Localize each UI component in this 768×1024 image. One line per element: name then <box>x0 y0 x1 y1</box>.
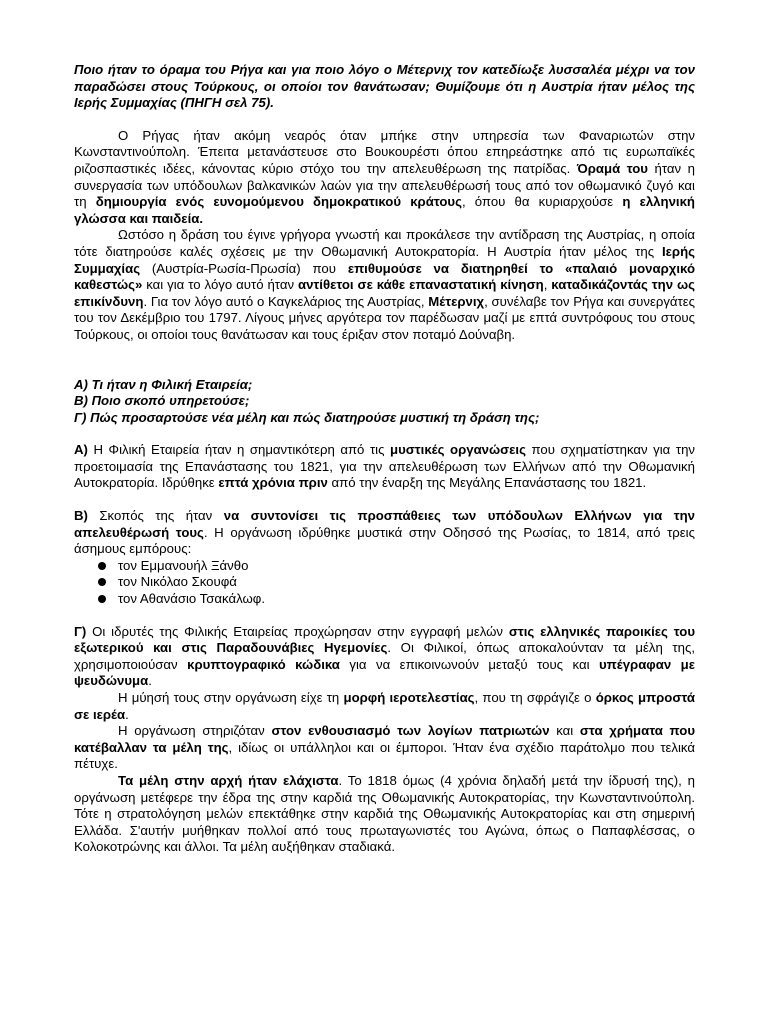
bold-text: Β) <box>74 508 88 524</box>
text-run: ήταν η συνεργασία των υπόδουλων βαλκανικών λαών για την απελευθέρωσή τους από τον οθωμανικό ζυγό και τη <box>74 160 695 210</box>
text-run: . Για τον λόγο αυτό ο Καγκελάριος της Αυστρίας, <box>143 293 429 309</box>
answer-c-paragraph-4 <box>74 773 695 856</box>
bold-text: όρκος μπροστά σε ιερέα <box>74 690 696 722</box>
bold-text: καταδικάζοντάς την ως επικίνδυνη <box>74 277 695 309</box>
bold-text: στα χρήματα που κατέβαλλαν τα μέλη της <box>74 723 695 755</box>
text-run: Οι ιδρυτές της Φιλικής Εταιρείας προχώρησαν στην εγγραφή μελών <box>86 623 509 639</box>
bold-text: επτά χρόνια πριν <box>218 475 328 491</box>
list-item: τον Νικόλαο Σκουφά <box>118 574 695 591</box>
text-run: . <box>148 673 152 689</box>
answer-c-paragraph-3 <box>74 723 695 773</box>
answer-b-paragraph <box>74 508 695 558</box>
riga-paragraph-2 <box>74 227 695 343</box>
answer-a-paragraph <box>74 442 695 492</box>
text-run: που σχηματίστηκαν για την προετοιμασία της Επανάστασης του 1821, για την απελευθέρωση των Ελλήνων από την Οθωμανική Αυτοκρατορία. Ιδρύθηκε <box>74 442 695 491</box>
bold-text: υπέγραφαν με ψευδώνυμα <box>74 656 695 689</box>
text-run: Η Φιλική Εταιρεία ήταν η σημαντικότερη από τις <box>87 442 390 458</box>
bold-text: επιθυμούσε να διατηρηθεί το «παλαιό μοναρχικό καθεστώς» <box>74 260 695 293</box>
question-c: Γ) Πώς προσαρτούσε νέα μέλη και πώς διατηρούσε μυστική τη δράση της; <box>74 409 540 425</box>
bold-text: δημιουργία ενός ευνομούμενου δημοκρατικού κράτους <box>95 194 462 210</box>
text-run: . Οι Φιλικοί, όπως αποκαλούνταν τα μέλη της, χρησιμοποιούσαν <box>74 640 695 672</box>
bold-text: μορφή ιεροτελεστίας <box>343 690 475 705</box>
text-run: και για το λόγο αυτό ήταν <box>142 277 298 293</box>
list-item: τον Αθανάσιο Τσακάλωφ. <box>118 591 695 608</box>
bold-text: η ελληνική γλώσσα και παιδεία. <box>74 194 695 226</box>
founders-list <box>74 558 695 608</box>
text-run: , που τη σφράγιζε ο <box>474 690 596 705</box>
question-b: Β) Ποιο σκοπό υπηρετούσε; <box>74 393 250 409</box>
text-run: Η οργάνωση στηριζόταν <box>118 723 272 739</box>
text-run: Ωστόσο η δράση του έγινε γρήγορα γνωστή και προκάλεσε την αντίδραση της Αυστρίας, η οποία τότε διατηρούσε καλές σχέσεις με την Οθωμανική Αυτοκρατορία. Η Αυστρία ήταν μέλος της <box>74 227 695 259</box>
text-run: και <box>549 723 580 739</box>
text-run: , <box>543 277 552 293</box>
text-run: για να επικοινωνούν μεταξύ τους και <box>339 656 599 672</box>
bold-text: να συντονίσει τις προσπάθειες των υπόδουλων Ελλήνων για την απελευθέρωσή τους <box>74 508 695 540</box>
answer-c-paragraph-1 <box>74 624 695 690</box>
text-run: , όπου θα κυριαρχούσε <box>461 194 623 210</box>
text-run: από την έναρξη της Μεγάλης Επανάστασης του 1821. <box>327 475 647 491</box>
bold-text: Τα μέλη στην αρχή ήταν ελάχιστα <box>118 772 339 788</box>
text-run: Σκοπός της ήταν <box>87 508 224 524</box>
bold-text: στις ελληνικές παροικίες του εξωτερικού και στις Παραδουνάβιες Ηγεμονίες <box>74 623 695 656</box>
text-run: Η μύησή τους στην οργάνωση είχε τη <box>118 690 344 705</box>
text-run: . Η οργάνωση ιδρύθηκε μυστικά στην Οδησσό της Ρωσίας, το 1814, από τρεις άσημους εμπόρους: <box>74 524 695 557</box>
answer-c-paragraph-2 <box>74 690 695 723</box>
list-item: τον Εμμανουήλ Ξάνθο <box>118 558 695 575</box>
document-page <box>74 62 695 856</box>
bold-text: Γ) <box>74 623 87 639</box>
bold-text: Α) <box>74 442 88 458</box>
question-a: Α) Τι ήταν η Φιλική Εταιρεία; <box>74 376 253 392</box>
text-run: , ιδίως οι υπάλληλοι και οι έμποροι. Ήταν ένα σχέδιο παράτολμο που τελικά πέτυχε. <box>74 739 695 772</box>
riga-paragraph-1 <box>74 128 695 228</box>
intro-question: Ποιο ήταν το όραμα του Ρήγα και για ποιο λόγο ο Μέτερνιχ τον κατεδίωξε λυσσαλέα μέχρι να τον παραδώσει στους Τούρκους, οι οποίοι τον θανάτωσαν; Θυμίζουμε ότι η Αυστρία ήταν μέλος της Ιερής Συμμαχίας (ΠΗΓΗ σελ 75). <box>74 62 695 111</box>
text-run: . Το 1818 όμως (4 χρόνια δηλαδή μετά την ίδρυσή της), η οργάνωση μετέφερε την έδρα της στην καρδιά της Οθωμανικής Αυτοκρατορίας, την Κωνσταντινούπολη. Τότε η στρατολόγηση μελών επεκτάθηκε στην καρδιά της Οθωμανικής Αυτοκρατορίας και στη σημερινή Ελλάδα. Σ'αυτήν μυήθηκαν πολλοί από τους πρωταγωνιστές του Αγώνα, όπως ο Παπαφλέσσας, ο Κολοκοτρώνης και άλλοι. Τα μέλη αυξήθηκαν σταδιακά. <box>74 772 695 855</box>
text-run: Ο Ρήγας ήταν ακόμη νεαρός όταν μπήκε στην υπηρεσία των Φαναριωτών στην Κωνσταντινούπολη. Έπειτα μετανάστευσε στο Βουκουρέστι όπου επηρεάστηκε από τις ευρωπαϊκές ριζοσπαστικές ιδέες, κάνοντας κύριο στόχο του την απελευθέρωση της πατρίδας. <box>74 127 695 176</box>
text-run: (Αυστρία-Ρωσία-Πρωσία) που <box>140 260 348 276</box>
bold-text: αντίθετοι σε κάθε επαναστατική κίνηση <box>297 277 544 293</box>
text-run: , συνέλαβε τον Ρήγα και συνεργάτες του τον Δεκέμβριο του 1797. Λίγους μήνες αργότερα τον παρέδωσαν μαζί με επτά συντρόφους του στους Τούρκους, οι οποίοι τους θανάτωσαν και τους έριξαν στον ποταμό Δούναβη. <box>74 293 696 342</box>
bold-text: Μέτερνιχ <box>428 293 485 309</box>
bold-text: Ιερής Συμμαχίας <box>74 243 695 276</box>
bold-text: μυστικές οργανώσεις <box>390 442 526 458</box>
bold-text: κρυπτογραφικό κώδικα <box>187 656 340 672</box>
text-run: . <box>125 706 129 722</box>
bold-text: Όραμά του <box>576 160 648 176</box>
bold-text: στον ενθουσιασμό των λογίων πατριωτών <box>271 723 550 739</box>
